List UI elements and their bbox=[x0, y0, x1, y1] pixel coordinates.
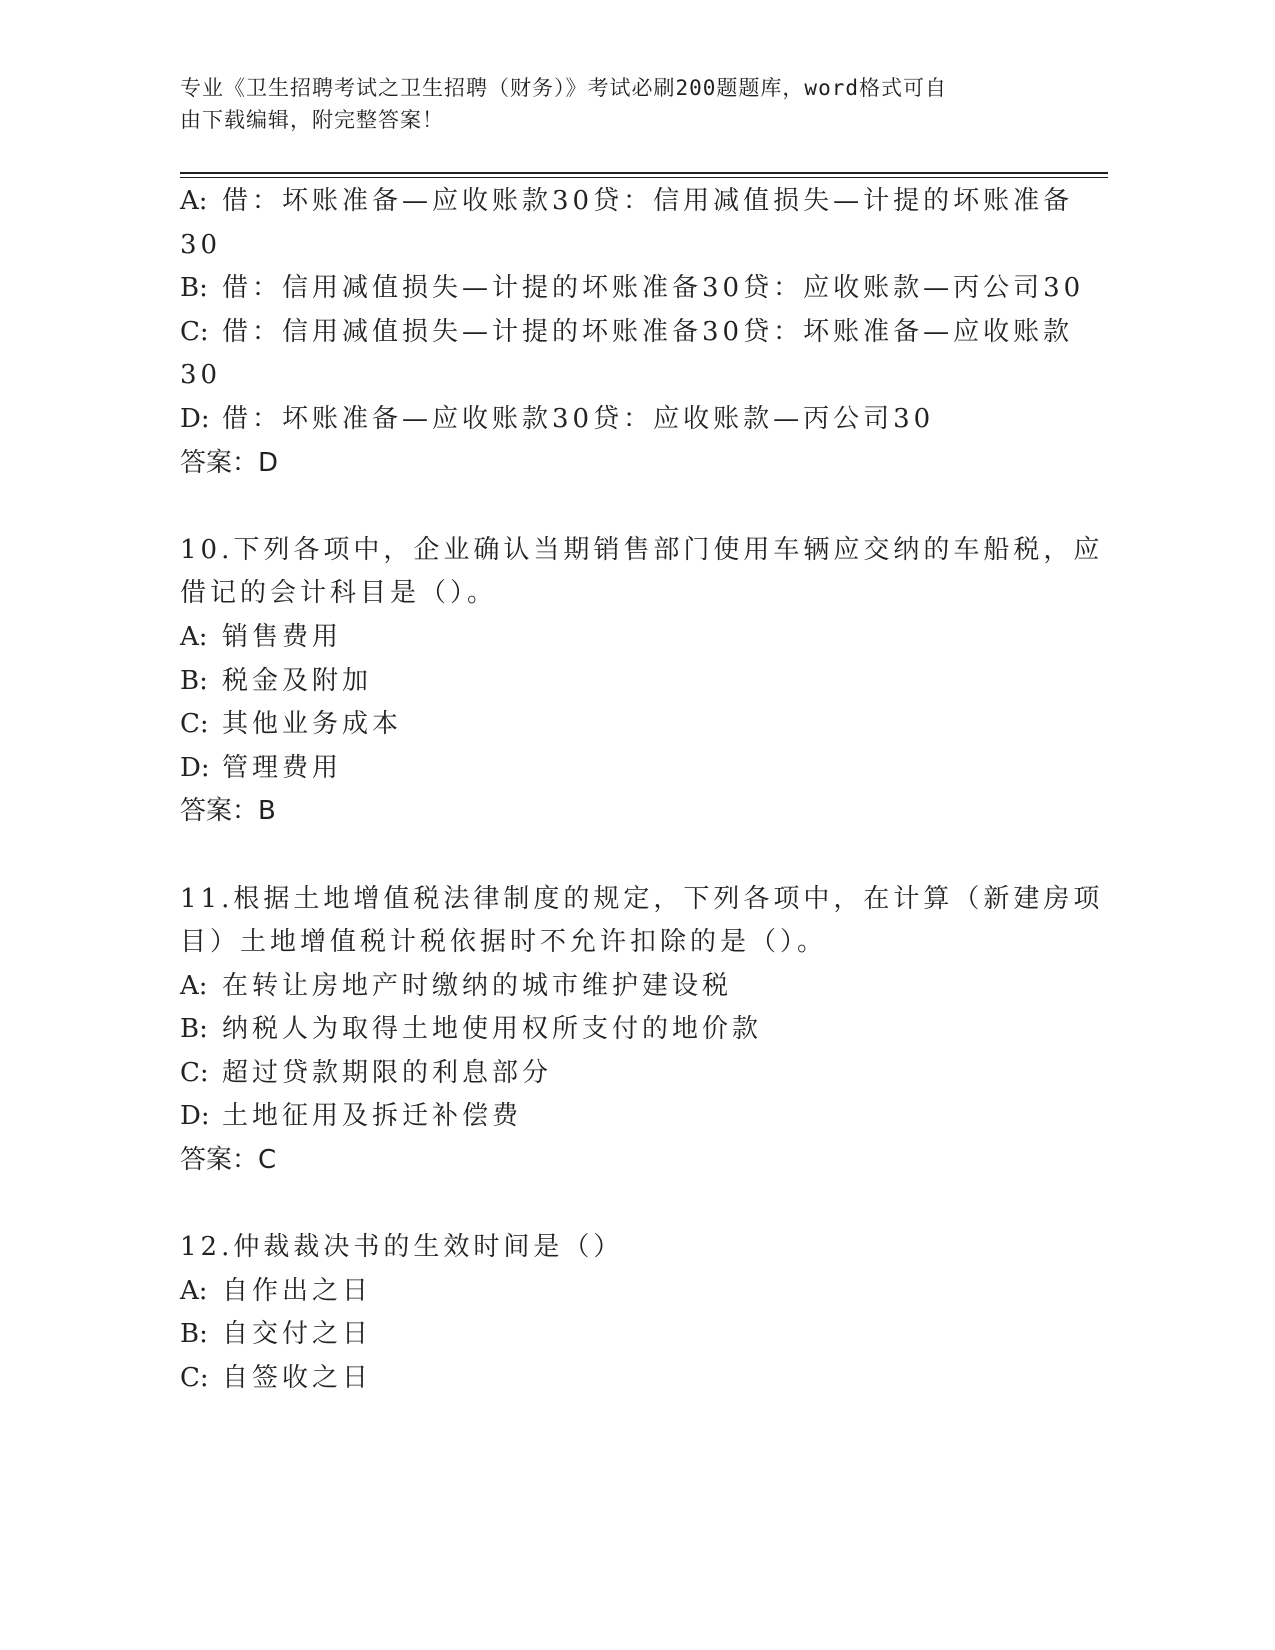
option-letter: B: bbox=[180, 665, 208, 696]
q12-option-c bbox=[180, 1357, 1050, 1401]
q10-option-d-text: 管理费用 bbox=[222, 752, 343, 783]
q9-option-d-text: 借：坏账准备—应收账款30贷：应收账款—丙公司30 bbox=[222, 403, 935, 434]
q9-option-c-cont: 30 bbox=[180, 360, 222, 391]
q10-option-a bbox=[180, 616, 1050, 660]
option-letter: B: bbox=[180, 273, 208, 304]
q10-option-c bbox=[180, 703, 1050, 747]
option-letter: D: bbox=[180, 752, 210, 783]
header-rule-thin bbox=[180, 177, 1108, 178]
q12-option-b-text: 自交付之日 bbox=[222, 1319, 373, 1350]
header-note bbox=[180, 72, 1060, 136]
header-line-1: 专业《卫生招聘考试之卫生招聘（财务）》考试必刷200题题库，word格式可自 bbox=[180, 76, 947, 100]
q9-option-b-text: 借：信用减值损失—计提的坏账准备30贷：应收账款—丙公司30 bbox=[222, 273, 1085, 304]
option-letter: A: bbox=[180, 186, 208, 216]
header-line-2: 由下载编辑，附完整答案！ bbox=[180, 108, 444, 132]
q10-stem-line-1: 10.下列各项中，企业确认当期销售部门使用车辆应交纳的车船税，应 bbox=[180, 534, 1104, 565]
option-letter: A: bbox=[180, 970, 208, 1001]
option-letter: C: bbox=[180, 1363, 209, 1394]
option-letter: C: bbox=[180, 709, 209, 740]
q11-option-a-text: 在转让房地产时缴纳的城市维护建设税 bbox=[222, 970, 733, 1001]
q11-stem-line-1: 11.根据土地增值税法律制度的规定，下列各项中，在计算（新建房项 bbox=[180, 883, 1104, 914]
q9-option-a bbox=[180, 180, 1074, 224]
q9-answer: 答案：D bbox=[180, 447, 279, 478]
q10-option-b bbox=[180, 660, 1050, 704]
q9-option-a-cont: 30 bbox=[180, 229, 222, 260]
question-content bbox=[180, 180, 1104, 1401]
q12-stem: 12.仲裁裁决书的生效时间是（） bbox=[180, 1232, 624, 1263]
q12-option-a-text: 自作出之日 bbox=[222, 1275, 373, 1306]
spacer bbox=[180, 834, 1050, 878]
option-letter: D: bbox=[180, 1101, 210, 1132]
q10-stem-line-2: 借记的会计科目是（）。 bbox=[180, 578, 498, 609]
q11-option-b-text: 纳税人为取得土地使用权所支付的地价款 bbox=[222, 1014, 763, 1045]
option-letter: A: bbox=[180, 1275, 208, 1306]
option-letter: D: bbox=[180, 403, 210, 434]
option-letter: B: bbox=[180, 1319, 208, 1350]
q10-option-a-text: 销售费用 bbox=[222, 621, 343, 652]
q12-option-b bbox=[180, 1313, 1050, 1357]
option-letter: A: bbox=[180, 621, 208, 652]
q11-option-d-text: 土地征用及拆迁补偿费 bbox=[222, 1101, 523, 1132]
q12-option-a bbox=[180, 1270, 1050, 1314]
q10-answer: 答案：B bbox=[180, 796, 276, 827]
q9-option-b bbox=[180, 267, 1085, 311]
q11-answer: 答案：C bbox=[180, 1145, 277, 1176]
option-letter: B: bbox=[180, 1014, 208, 1045]
q11-option-c bbox=[180, 1052, 1050, 1096]
q9-option-a-text: 借：坏账准备—应收账款30贷：信用减值损失—计提的坏账准备 bbox=[222, 186, 1074, 216]
q9-option-d bbox=[180, 398, 1050, 442]
q11-stem-line-2: 目）土地增值税计税依据时不允许扣除的是（）。 bbox=[180, 927, 828, 958]
q9-option-c bbox=[180, 311, 1074, 355]
q11-option-a bbox=[180, 965, 1050, 1009]
option-letter: C: bbox=[180, 1057, 209, 1088]
q12-option-c-text: 自签收之日 bbox=[222, 1363, 373, 1394]
q10-option-d bbox=[180, 747, 1050, 791]
q10-option-c-text: 其他业务成本 bbox=[222, 709, 403, 740]
option-letter: C: bbox=[180, 316, 209, 347]
q10-option-b-text: 税金及附加 bbox=[222, 665, 373, 696]
q9-option-c-text: 借：信用减值损失—计提的坏账准备30贷：坏账准备—应收账款 bbox=[222, 316, 1074, 347]
q11-option-c-text: 超过贷款期限的利息部分 bbox=[222, 1057, 553, 1088]
q11-option-b bbox=[180, 1008, 1050, 1052]
spacer bbox=[180, 1183, 1050, 1227]
spacer bbox=[180, 485, 1050, 529]
q11-option-d bbox=[180, 1095, 1050, 1139]
header-rule-thick bbox=[180, 172, 1108, 174]
